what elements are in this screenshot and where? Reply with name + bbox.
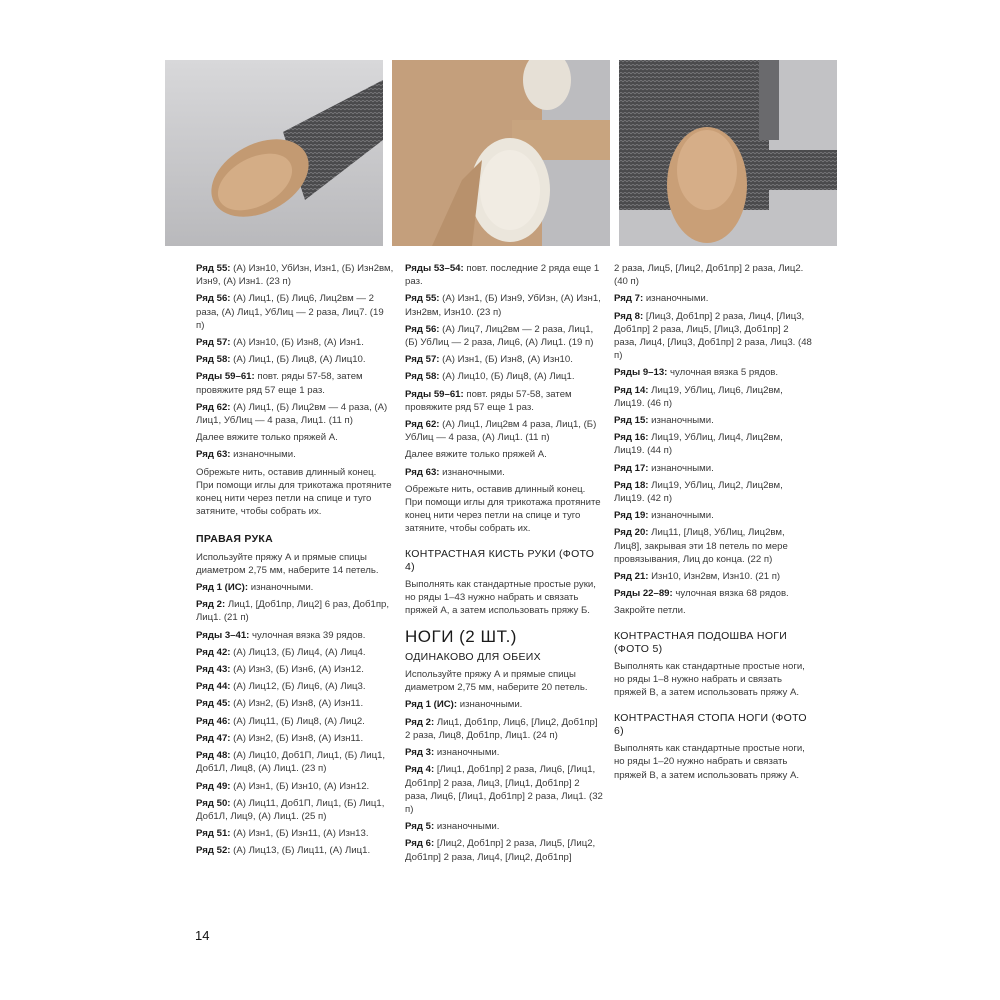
same-both-heading: ОДИНАКОВО ДЛЯ ОБЕИХ [405,650,541,663]
leg-row-21: Ряд 21: Изн10, Изн2вм, Изн10. (21 п) [614,571,781,583]
photo-6-contrast-foot [619,60,837,246]
rows-59-61: Ряды 59–61: повт. ряды 57-58, затем провяжите ряд 57 еще 1 раз. [405,388,572,413]
row-58: Ряд 58: (А) Лиц10, (Б) Лиц8, (А) Лиц1. [405,371,575,383]
contrast-hand-heading: КОНТРАСТНАЯ КИСТЬ РУКИ (ФОТО 4) [405,547,595,573]
continue-note: Далее вяжите только пряжей А. [405,449,547,461]
legs-intro: Используйте пряжу А и прямые спицы диаметром 2,75 мм, наберите 20 петель. [405,669,588,694]
rows-53-54: Ряды 53–54: повт. последние 2 ряда еще 1 раз. [405,263,600,288]
arm-row-45: Ряд 45: (А) Изн2, (Б) Изн8, (А) Изн11. [196,698,364,710]
photo-5-contrast-sole [392,60,610,246]
row-55: Ряд 55: (А) Изн1, (Б) Изн9, УбИзн, (А) Изн1, Изн2вм, Изн10. (23 п) [405,293,601,318]
photo-4-contrast-hand [165,60,383,246]
contrast-sole-heading: КОНТРАСТНАЯ ПОДОШВА НОГИ (ФОТО 5) [614,629,788,655]
right-arm-intro: Используйте пряжу А и прямые спицы диаметром 2,75 мм, наберите 14 петель. [196,551,379,576]
leg-row-5: Ряд 5: изнаночными. [405,821,500,833]
arm-row-1: Ряд 1 (ИС): изнаночными. [196,582,314,594]
leg-row-6: Ряд 6: [Лиц2, Доб1пр] 2 раза, Лиц5, [Лиц2, Доб1пр] 2 раза, Лиц4, [Лиц2, Доб1пр] [405,838,596,863]
leg-row-20: Ряд 20: Лиц11, [Лиц8, УбЛиц, Лиц2вм, Лиц8], закрывая эти 18 петель по мере провязывания, Лиц до конца. (22 п) [614,527,788,565]
row-56: Ряд 56: (А) Лиц1, (Б) Лиц6, Лиц2вм — 2 раза, (А) Лиц1, УбЛиц — 2 раза, Лиц7. (19 п) [196,293,384,331]
arm-row-52: Ряд 52: (А) Лиц13, (Б) Лиц11, (А) Лиц1. [196,845,371,857]
leg-rows-9-13: Ряды 9–13: чулочная вязка 5 рядов. [614,367,779,379]
arm-row-2: Ряд 2: Лиц1, [Доб1пр, Лиц2] 6 раз, Доб1пр, Лиц1. (21 п) [196,599,390,624]
continue-note: Далее вяжите только пряжей А. [196,432,338,444]
legs-heading: НОГИ (2 ШТ.) [405,626,517,646]
page-number: 14 [195,928,210,943]
finish-note: Обрежьте нить, оставив длинный конец. При помощи иглы для трикотажа протяните конец нити через петли на спице и туго затяните, чтобы собрать их. [405,483,601,535]
leg-row-2: Ряд 2: Лиц1, Доб1пр, Лиц6, [Лиц2, Доб1пр] 2 раза, Лиц8, Доб1пр, Лиц1. (24 п) [405,716,598,741]
arm-row-50: Ряд 50: (А) Лиц11, Доб1П, Лиц1, (Б) Лиц1, Доб1Л, Лиц9, (А) Лиц1. (25 п) [196,797,385,822]
row-62: Ряд 62: (А) Лиц1, Лиц2вм 4 раза, Лиц1, (Б) УбЛиц — 4 раза, (А) Лиц1. (11 п) [405,419,597,444]
leg-rows-22-89: Ряды 22–89: чулочная вязка 68 рядов. [614,588,789,600]
right-arm-heading: ПРАВАЯ РУКА [196,533,274,546]
arm-row-47: Ряд 47: (А) Изн2, (Б) Изн8, (А) Изн11. [196,732,364,744]
row-63: Ряд 63: изнаночными. [405,466,505,478]
leg-row-8: Ряд 8: [Лиц3, Доб1пр] 2 раза, Лиц4, [Лиц3, Доб1пр] 2 раза, Лиц5, [Лиц3, Доб1пр] 2 раза, Лиц4, [Лиц3, Доб1пр] 2 раза, Лиц3. (48 п) [614,310,812,362]
leg-row-1: Ряд 1 (ИС): изнаночными. [405,699,523,711]
arm-row-51: Ряд 51: (А) Изн1, (Б) Изн11, (А) Изн13. [196,828,369,840]
finish-note: Обрежьте нить, оставив длинный конец. При помощи иглы для трикотажа протяните конец нити через петли на спице и туго затяните, чтобы собрать их. [196,466,392,518]
row-62: Ряд 62: (А) Лиц1, (Б) Лиц2вм — 4 раза, (А) Лиц1, УбЛиц — 4 раза, Лиц1. (11 п) [196,401,388,427]
column-3 [614,262,812,786]
leg-row-3: Ряд 3: изнаночными. [405,747,500,759]
column-1 [196,262,394,862]
contrast-hand-text: Выполнять как стандартные простые руки, но ряды 1–43 нужно набрать и связать пряжей А, а затем использовать пряжу Б. [405,579,596,617]
leg-row-18: Ряд 18: Лиц19, УбЛиц, Лиц2, Лиц2вм, Лиц19. (42 п) [614,479,783,505]
row-63: Ряд 63: изнаночными. [196,449,296,461]
leg-row-15: Ряд 15: изнаночными. [614,415,714,427]
row-56: Ряд 56: (А) Лиц7, Лиц2вм — 2 раза, Лиц1, (Б) УбЛиц — 2 раза, Лиц6, (А) Лиц1. (19 п) [405,323,594,349]
arm-row-49: Ряд 49: (А) Изн1, (Б) Изн10, (А) Изн12. [196,780,370,792]
row-55: Ряд 55: (А) Изн10, УбИзн, Изн1, (Б) Изн2вм, Изн9, (А) Изн1. (23 п) [196,263,394,288]
leg-row-17: Ряд 17: изнаночными. [614,462,714,474]
contrast-sole-text: Выполнять как стандартные простые ноги, но ряды 1–8 нужно набрать и связать пряжей В, а затем использовать пряжу А. [614,661,805,699]
column-2 [405,262,603,868]
arm-row-48: Ряд 48: (А) Лиц10, Доб1П, Лиц1, (Б) Лиц1, Доб1Л, Лиц8, (А) Лиц1. (23 п) [196,750,386,775]
row-58: Ряд 58: (А) Лиц1, (Б) Лиц8, (А) Лиц10. [196,354,366,366]
arm-row-44: Ряд 44: (А) Лиц12, (Б) Лиц6, (А) Лиц3. [196,681,366,693]
contrast-foot-text: Выполнять как стандартные простые ноги, но ряды 1–20 нужно набрать и связать пряжей В, а затем использовать пряжу А. [614,743,805,781]
row-57: Ряд 57: (А) Изн10, (Б) Изн8, (А) Изн1. [196,337,364,349]
leg-row-7: Ряд 7: изнаночными. [614,293,709,305]
leg-row-14: Ряд 14: Лиц19, УбЛиц, Лиц6, Лиц2вм, Лиц19. (46 п) [614,384,783,409]
row-57: Ряд 57: (А) Изн1, (Б) Изн8, (А) Изн10. [405,354,573,366]
arm-row-42: Ряд 42: (А) Лиц13, (Б) Лиц4, (А) Лиц4. [196,646,366,658]
contrast-foot-heading: КОНТРАСТНАЯ СТОПА НОГИ (ФОТО 6) [614,711,807,737]
rows-59-61: Ряды 59–61: повт. ряды 57-58, затем провяжите ряд 57 еще 1 раз. [196,371,363,396]
arm-row-46: Ряд 46: (А) Лиц11, (Б) Лиц8, (А) Лиц2. [196,715,365,727]
arm-row-43: Ряд 43: (А) Изн3, (Б) Изн6, (А) Изн12. [196,664,364,676]
leg-row-4: Ряд 4: [Лиц1, Доб1пр] 2 раза, Лиц6, [Лиц1, Доб1пр] 2 раза, Лиц3, [Лиц1, Доб1пр] 2 раза, Лиц6, [Лиц1, Доб1пр] 2 раза, Лиц1. (32 п) [405,764,603,815]
leg-row-6-continued: 2 раза, Лиц5, [Лиц2, Доб1пр] 2 раза, Лиц2. (40 п) [614,263,804,288]
leg-row-19: Ряд 19: изнаночными. [614,510,714,522]
leg-row-16: Ряд 16: Лиц19, УбЛиц, Лиц4, Лиц2вм, Лиц19. (44 п) [614,432,783,457]
close-note: Закройте петли. [614,605,686,617]
arm-rows-3-41: Ряды 3–41: чулочная вязка 39 рядов. [196,629,366,641]
